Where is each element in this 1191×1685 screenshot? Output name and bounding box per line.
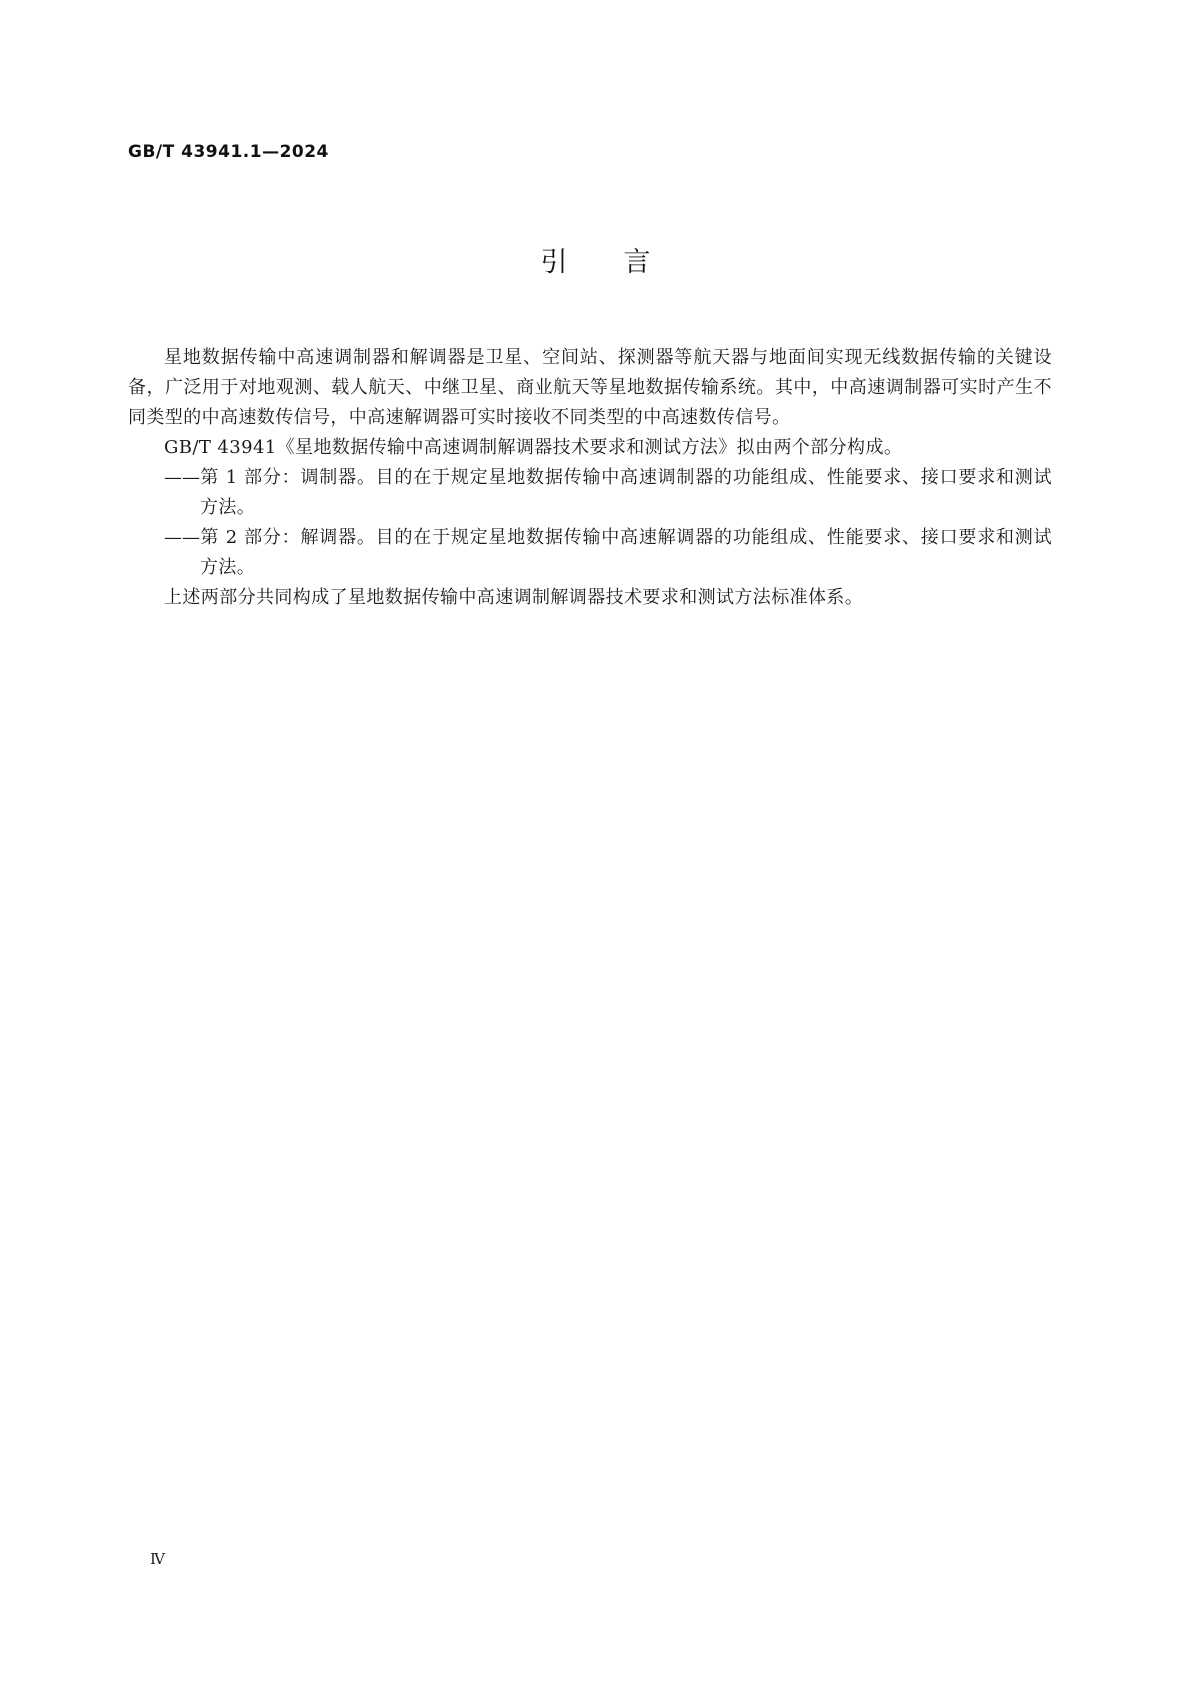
section-title: 引言 [540,247,707,278]
page-number: Ⅳ [150,1550,165,1568]
structure-paragraph: GB/T 43941《星地数据传输中高速调制解调器技术要求和测试方法》拟由两个部分构成。 [164,437,903,458]
intro-paragraph: 星地数据传输中高速调制器和解调器是卫星、空间站、探测器等航天器与地面间实现无线数据传输的关键设备，广泛用于对地观测、载人航天、中继卫星、商业航天等星地数据传输系统。其中，中高速调制器可实时产生不同类型的中高速数传信号，中高速解调器可实时接收不同类型的中高速数传信号。 [128,347,1052,428]
standard-code: GB/T 43941.1—2024 [128,142,329,162]
closing-paragraph: 上述两部分共同构成了星地数据传输中高速调制解调器技术要求和测试方法标准体系。 [164,587,864,608]
list-item-text: 第 1 部分：调制器。目的在于规定星地数据传输中高速调制器的功能组成、性能要求、接口要求和测试方法。 [200,467,1052,518]
list-dash: —— [164,467,200,488]
document-body [128,343,1052,613]
list-item-text: 第 2 部分：解调器。目的在于规定星地数据传输中高速解调器的功能组成、性能要求、接口要求和测试方法。 [200,527,1052,578]
list-item-part-1 [128,463,1052,523]
list-item-part-2 [128,523,1052,583]
list-dash: —— [164,527,200,548]
